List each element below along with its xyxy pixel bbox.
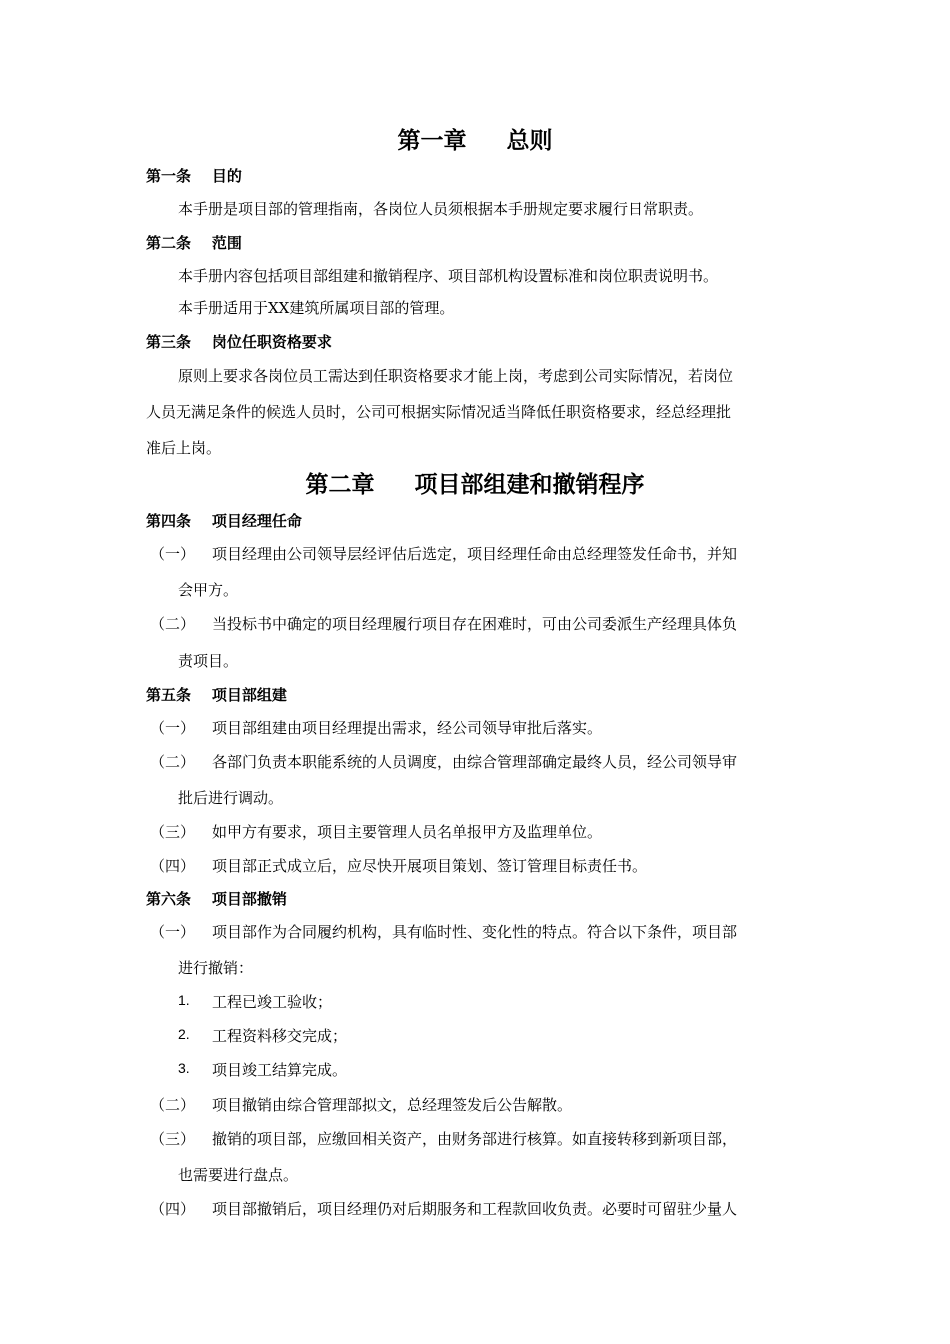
article-4-heading: 第四条 项目经理任命 — [146, 512, 302, 530]
article-5-item-2-number: （二） — [150, 753, 196, 771]
article-4-item-2-number: （二） — [150, 615, 196, 633]
article-6-item-3-line-1: 撤销的项目部，应缴回相关资产，由财务部进行核算。如直接转移到新项目部， — [212, 1130, 738, 1148]
article-6-item-2-line-1: 项目撤销由综合管理部拟文，总经理签发后公告解散。 — [212, 1096, 573, 1114]
article-6-subitem-1: 工程已竣工验收； — [212, 993, 333, 1011]
article-5-item-3-number: （三） — [150, 823, 196, 841]
article-4-item-1-line-1: 项目经理由公司领导层经评估后选定，项目经理任命由总经理签发任命书，并知 — [212, 545, 738, 563]
article-5-item-3-line-1: 如甲方有要求，项目主要管理人员名单报甲方及监理单位。 — [212, 823, 603, 841]
article-5-item-4-number: （四） — [150, 857, 196, 875]
article-4-item-1-line-2: 会甲方。 — [178, 581, 239, 599]
article-1-heading: 第一条 目的 — [146, 167, 242, 185]
article-6-item-4-number: （四） — [150, 1200, 196, 1218]
article-6-subitem-2: 工程资料移交完成； — [212, 1027, 348, 1045]
article-6-subitem-2-number: 2. — [178, 1026, 190, 1042]
article-4-item-2-line-1: 当投标书中确定的项目经理履行项目存在困难时，可由公司委派生产经理具体负 — [212, 615, 738, 633]
article-6-item-1-number: （一） — [150, 923, 196, 941]
article-6-subitem-1-number: 1. — [178, 992, 190, 1008]
article-6-item-1-line-1: 项目部作为合同履约机构，具有临时性、变化性的特点。符合以下条件，项目部 — [212, 923, 738, 941]
article-5-item-2-line-1: 各部门负责本职能系统的人员调度，由综合管理部确定最终人员，经公司领导审 — [212, 753, 738, 771]
article-3-line-1: 原则上要求各岗位员工需达到任职资格要求才能上岗，考虑到公司实际情况，若岗位 — [178, 367, 734, 385]
article-6-heading: 第六条 项目部撤销 — [146, 890, 287, 908]
article-6-item-1-line-2: 进行撤销： — [178, 959, 254, 977]
article-3-line-2: 人员无满足条件的候选人员时，公司可根据实际情况适当降低任职资格要求，经总经理批 — [146, 403, 732, 421]
chapter-1-title: 第一章 总则 — [397, 128, 553, 154]
article-6-item-2-number: （二） — [150, 1096, 196, 1114]
article-5-item-1-number: （一） — [150, 719, 196, 737]
article-4-item-2-line-2: 责项目。 — [178, 652, 239, 670]
article-4-item-1-number: （一） — [150, 545, 196, 563]
article-6-subitem-3: 项目竣工结算完成。 — [212, 1061, 348, 1079]
article-6-item-3-line-2: 也需要进行盘点。 — [178, 1166, 299, 1184]
article-6-item-3-number: （三） — [150, 1130, 196, 1148]
article-6-subitem-3-number: 3. — [178, 1060, 190, 1076]
article-2-heading: 第二条 范围 — [146, 234, 242, 252]
article-3-heading: 第三条 岗位任职资格要求 — [146, 333, 332, 351]
article-1-paragraph: 本手册是项目部的管理指南，各岗位人员须根据本手册规定要求履行日常职责。 — [178, 200, 704, 218]
chapter-2-title: 第二章 项目部组建和撤销程序 — [305, 472, 645, 498]
article-5-item-1-line-1: 项目部组建由项目经理提出需求，经公司领导审批后落实。 — [212, 719, 603, 737]
article-5-item-4-line-1: 项目部正式成立后，应尽快开展项目策划、签订管理目标责任书。 — [212, 857, 648, 875]
article-5-item-2-line-2: 批后进行调动。 — [178, 789, 284, 807]
article-6-item-4-line-1: 项目部撤销后，项目经理仍对后期服务和工程款回收负责。必要时可留驻少量人 — [212, 1200, 738, 1218]
article-2-paragraph-1: 本手册内容包括项目部组建和撤销程序、项目部机构设置标准和岗位职责说明书。 — [178, 267, 719, 285]
article-2-paragraph-2: 本手册适用于XX建筑所属项目部的管理。 — [178, 299, 455, 317]
article-3-line-3: 准后上岗。 — [146, 439, 222, 457]
article-5-heading: 第五条 项目部组建 — [146, 686, 287, 704]
